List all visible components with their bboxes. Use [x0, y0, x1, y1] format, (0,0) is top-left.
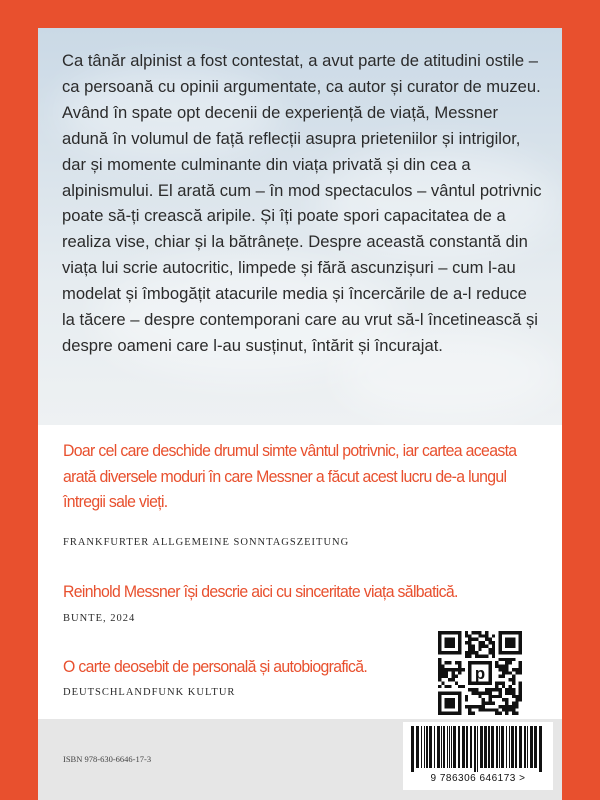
back-cover — [38, 28, 562, 800]
review-quote-2: Reinhold Messner își descrie aici cu sinceritate viața sălbatică. — [63, 583, 458, 601]
book-description: Ca tânăr alpinist a fost contestat, a avut parte de atitudini ostile – ca persoană cu opinii argumentate, ca autor și curator de muzeu. Având în spate opt decenii de experiență de viață, Messner adună în volumul de față reflecții asupra prieteniilor și intrigilor, dar și momente culminante din viața privată și din cea a alpinismului. El arată cum – în mod spectaculos – vântul potrivnic poate să-ți crească aripile. Și îți poate spori capacitatea de a realiza vise, chiar și la bătrânețe. Despre această constantă din viața lui scrie autocritic, limpede și fără ascunzișuri – cum l-au modelat și îmbogățit atacurile media și încercările de a-l reduce la tăcere – despre contemporani care au vrut să-l încetinească și despre oameni care l-au susținut, întărit și încurajat. — [62, 51, 542, 355]
review-quote-3: O carte deosebit de personală și autobiografică. — [63, 658, 368, 676]
svg-text:p: p — [474, 664, 486, 684]
review-source-2: BUNTE, 2024 — [63, 613, 136, 624]
barcode-icon — [409, 726, 545, 772]
review-source-1: FRANKFURTER ALLGEMEINE SONNTAGSZEITUNG — [63, 537, 350, 548]
review-source-3: DEUTSCHLANDFUNK KULTUR — [63, 687, 236, 698]
barcode-digits: 9 786306 646173 > — [430, 773, 526, 784]
review-quote-1: Doar cel care deschide drumul simte vântul potrivnic, iar cartea aceasta arată diversele moduri în care Messner a făcut acest lucru de-a lungul întregii sale vieți. — [63, 442, 517, 511]
barcode — [403, 722, 553, 790]
isbn-text: ISBN 978-630-6646-17-3 — [63, 754, 152, 764]
qr-code-icon — [438, 631, 522, 715]
publisher-logo-icon — [468, 661, 492, 685]
